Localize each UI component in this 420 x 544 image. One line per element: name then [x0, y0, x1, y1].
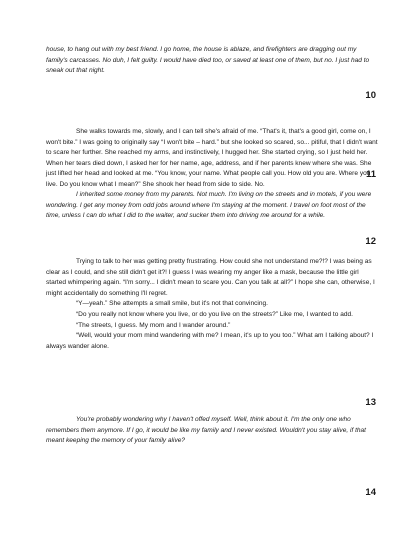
paragraph-text: “Y—yeah.” She attempts a small smile, but it's not that convincing.: [76, 300, 268, 308]
paragraph-text: You're probably wondering why I haven't offed myself. Well, think about it. I'm the only one who remembers them anymore. If I go, it would be like my family and I never existed. Wouldn't you stay alive, if that meant keeping the memory of your family alive?: [46, 416, 367, 445]
paragraph-text: Trying to talk to her was getting pretty frustrating. How could she not understand me?!? I was being as clear as I could, and she still didn't get it?! I guess I was wearing my anger like a mask, because the little girl started whimpering again. “I'm sorry... I didn't mean to scare you. Can you talk at all?” I hope she can, otherwise, I might accidentally do something I'll regret.: [46, 258, 375, 297]
paragraph-3: [46, 190, 378, 222]
paragraph-text: I inherited some money from my parents. Not much. I'm living on the streets and in motels, if you were wondering. I get any money from odd jobs around where I'm staying at the moment. I travel on foot most of the time, unless I can do what I did to the waiter, and sucker them into driving me around for a while.: [46, 191, 372, 220]
paragraph-text: house, to hang out with my best friend. I go home, the house is ablaze, and firefighters are dragging out my family's carcasses. No duh, I felt guilty. I would have died too, or saved at least one of them, but no. I just had to sneak out that night.: [46, 46, 370, 75]
paragraph-5: [46, 415, 378, 447]
section-number-14: 14: [365, 487, 376, 498]
paragraph-text: “The streets, I guess. My mom and I wander around.”: [76, 321, 231, 329]
section-number-12: 12: [365, 236, 376, 247]
paragraph-text: She walks towards me, slowly, and I can tell she's afraid of me. “That's it, that's a good girl, come on, I won't bite.” I was going to originally say “I won't bite – hard.” but she looked so scared, so... pitiful, that I didn't want to scare her further. She reached my arms, and instinctively, I hugged her. She started crying, so I just held her. When her tears died down, I asked her for her name, age, address, and if her parents knew where she was. She just lifted her head and looked at me. “You know, your name. What people call you. How old you are. Where you live. Do you know what I mean?” She shook her head from side to side. No.: [46, 128, 378, 188]
paragraph-4: [46, 257, 378, 352]
paragraph-text: “Do you really not know where you live, or do you live on the streets?” Like me, I wanted to add.: [76, 310, 353, 318]
section-number-11: 11: [365, 169, 376, 180]
paragraph-2: [46, 127, 378, 191]
paragraph-1: [46, 45, 378, 77]
section-number-10: 10: [365, 90, 376, 101]
section-number-13: 13: [365, 397, 376, 408]
paragraph-text: “Well, would your mom mind wandering with me? I mean, it's up to you too.” What am I talking about? I always wander alone.: [46, 332, 374, 350]
